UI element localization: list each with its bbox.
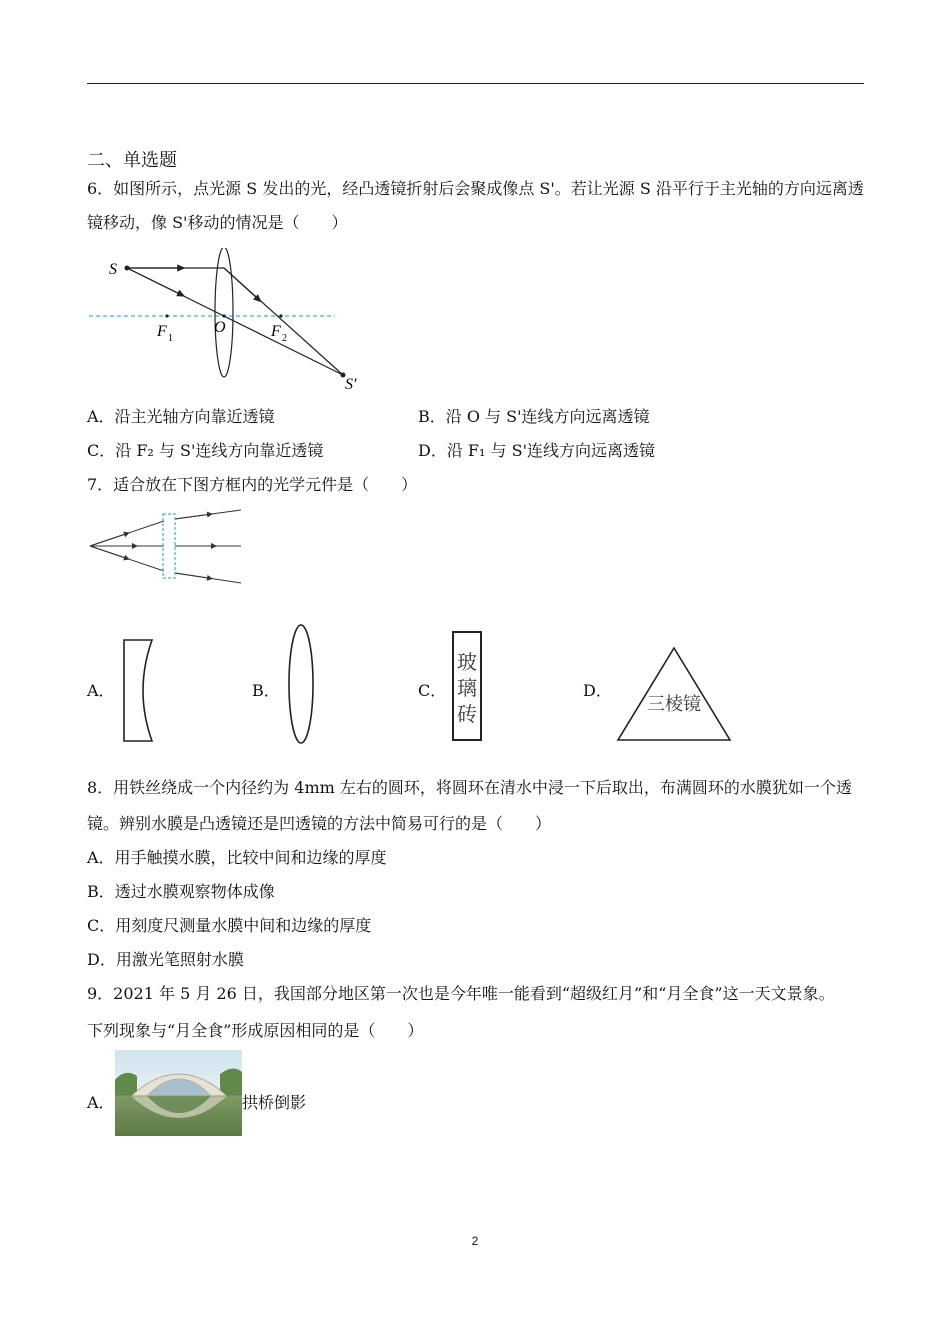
glass-brick-icon xyxy=(452,631,482,741)
q6-lens-diagram xyxy=(87,248,367,398)
focus-f2-dot xyxy=(279,314,282,317)
q9-stem-line1: 9．2021 年 5 月 26 日，我国部分地区第一次也是今年唯一能看到“超级红月”和“月全食”这一天文景象。 xyxy=(87,984,835,1003)
label-f2-sub: 2 xyxy=(282,333,287,344)
point-source-dot xyxy=(125,266,130,271)
q8-option-c[interactable]: C．用刻度尺测量水膜中间和边缘的厚度 xyxy=(87,916,372,935)
q7-stem: 7．适合放在下图方框内的光学元件是（ ） xyxy=(87,475,418,494)
q7-option-d[interactable]: D． xyxy=(583,681,612,700)
label-s: S xyxy=(109,261,117,278)
q7-option-a[interactable]: A． xyxy=(87,681,115,700)
label-o: O xyxy=(214,319,226,336)
label-f1: F xyxy=(157,323,167,340)
q6-option-b[interactable]: B．沿 O 与 S'连线方向远离透镜 xyxy=(418,407,650,426)
q8-stem-line2: 镜。辨别水膜是凸透镜还是凹透镜的方法中简易可行的是（ ） xyxy=(87,814,552,833)
label-f2: F xyxy=(271,323,281,340)
glass-brick-char-3: 砖 xyxy=(457,702,477,726)
q8-option-a[interactable]: A．用手触摸水膜，比较中间和边缘的厚度 xyxy=(87,848,387,867)
q7-option-b[interactable]: B． xyxy=(252,681,280,700)
q6-stem-line2: 镜移动，像 S'移动的情况是（ ） xyxy=(87,213,348,232)
q6-option-c[interactable]: C．沿 F₂ 与 S'连线方向靠近透镜 xyxy=(87,441,324,460)
q9-option-a-caption: 拱桥倒影 xyxy=(242,1093,307,1112)
page-number: 2 xyxy=(471,1234,479,1248)
q9-stem-line2: 下列现象与“月全食”形成原因相同的是（ ） xyxy=(87,1021,424,1040)
q8-option-d[interactable]: D．用激光笔照射水膜 xyxy=(87,950,244,969)
q9-option-a[interactable]: A． xyxy=(87,1093,115,1112)
label-f1-sub: 1 xyxy=(168,333,173,344)
label-s-prime: S′ xyxy=(345,376,357,393)
convex-lens-icon xyxy=(284,622,318,748)
concave-lens-icon xyxy=(118,636,158,746)
q8-option-b[interactable]: B．透过水膜观察物体成像 xyxy=(87,882,275,901)
q6-option-d[interactable]: D．沿 F₁ 与 S'连线方向远离透镜 xyxy=(418,441,655,460)
blank-box xyxy=(163,514,175,578)
focus-f1-dot xyxy=(165,314,168,317)
q6-stem-line1: 6．如图所示，点光源 S 发出的光，经凸透镜折射后会聚成像点 S'。若让光源 S 沿平行于主光轴的方向远离透 xyxy=(87,179,864,198)
glass-brick-char-2: 璃 xyxy=(457,676,477,700)
glass-brick-char-1: 玻 xyxy=(457,650,477,674)
q6-option-a[interactable]: A．沿主光轴方向靠近透镜 xyxy=(87,407,275,426)
section-title: 二、单选题 xyxy=(87,150,177,171)
q7-ray-diagram xyxy=(87,506,247,586)
q8-stem-line1: 8．用铁丝绕成一个内径约为 4mm 左右的圆环，将圆环在清水中浸一下后取出，布满圆环的水膜犹如一个透 xyxy=(87,778,852,797)
q7-option-c[interactable]: C． xyxy=(418,681,447,700)
prism-label: 三棱镜 xyxy=(647,694,701,715)
optical-center-dot xyxy=(222,314,225,317)
header-rule xyxy=(87,83,864,84)
arch-bridge-reflection-photo xyxy=(115,1050,242,1136)
